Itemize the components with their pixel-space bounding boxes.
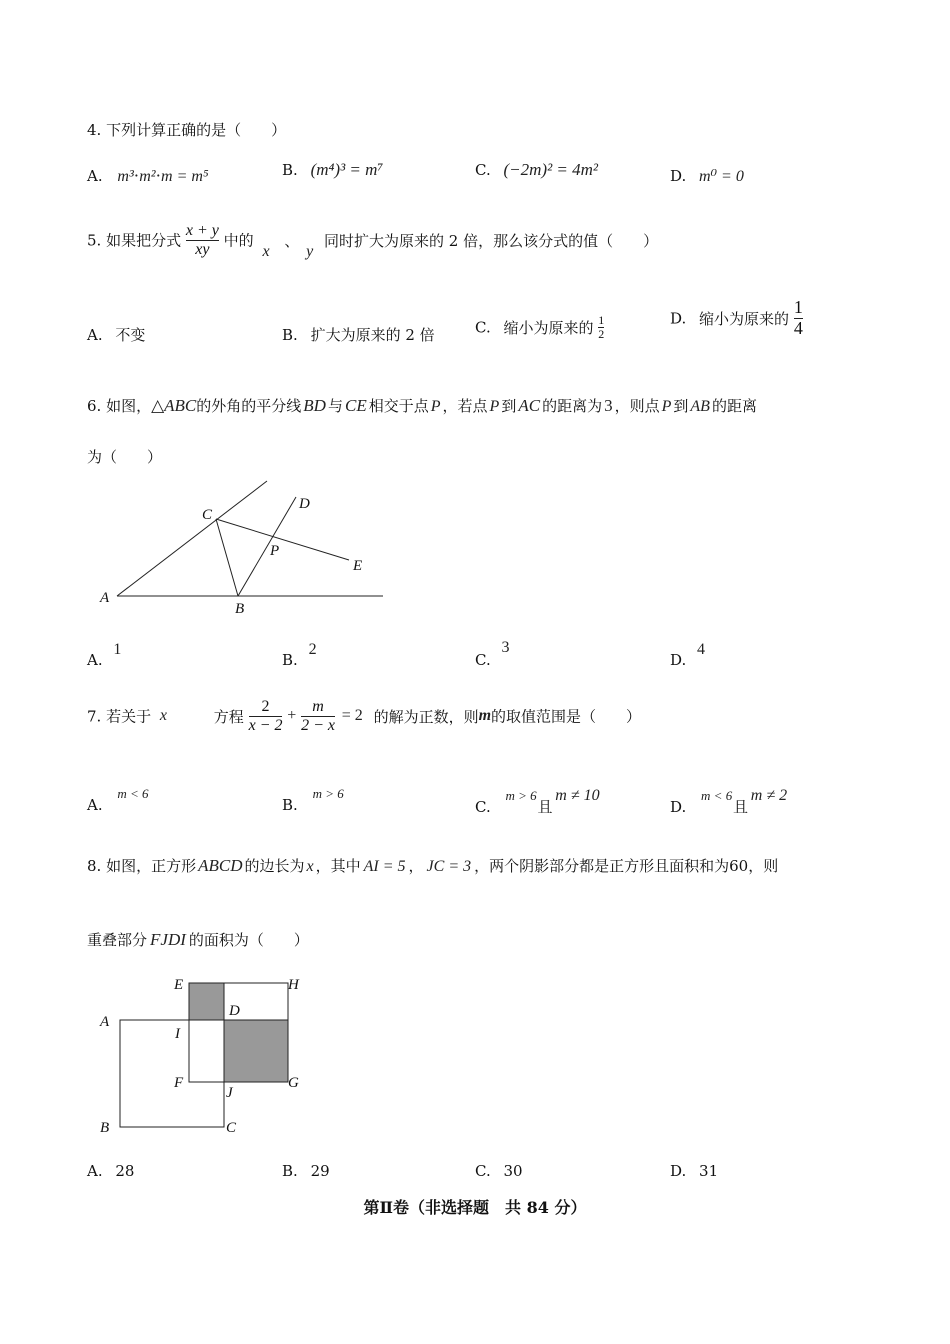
q7-var-x: x [159,707,167,725]
q6-p2: P [489,398,500,415]
q5-option-b [282,324,435,345]
q6-p3: P [661,398,672,415]
q7-f2-den: 2 − x [301,716,335,734]
q5-option-c-label: C. [475,318,491,337]
q8-square-abcd [120,1020,224,1127]
q7-option-c-text-1: m > 6 [505,788,537,803]
q6-label-d: D [299,496,310,512]
q4-option-a-label: A. [87,167,103,185]
q8-text-line2-b: 的面积为（ ） [188,931,309,949]
q5-stem-post: 同时扩大为原来的 2 倍，那么该分式的值（ ） [324,231,659,250]
q5-option-b-label: B. [282,326,298,344]
q5-var-x: x [262,243,270,261]
q8-stem-line2 [87,929,309,950]
q7-option-b-label: B. [282,796,298,814]
q5-separator: 、 [284,231,300,250]
q8-square-figure [95,968,320,1138]
q8-option-a-label: A. [87,1162,103,1180]
q8-comma: ， [408,857,424,875]
q8-option-c-label: C. [475,1162,491,1180]
q6-stem-line1 [87,395,757,416]
q5-fraction-numerator: x + y [185,222,219,239]
q7-text-d: 的取值范围是（ ） [491,707,642,726]
q5-option-d-text: 缩小为原来的 [699,309,790,328]
q6-line-ce [216,519,349,560]
q7-option-c-and: 且 [537,798,553,816]
q6-text-c: 与 [327,397,343,415]
q6-option-b-label: B. [282,651,298,669]
q6-text-d: 相交于点 [368,397,429,415]
q7-f1-den: x − 2 [248,716,283,734]
q7-option-b-text: m > 6 [312,786,344,801]
q5-option-a-label: A. [87,326,103,344]
q8-stem-line1 [87,855,778,876]
q6-text-j: 的距离 [711,397,757,415]
q4-option-b-expr: (m⁴)³ = m⁷ [310,160,384,179]
q7-option-d-label: D. [670,798,687,816]
q6-triangle: △ABC [151,396,197,415]
q6-option-d-label: D. [670,651,687,669]
q8-option-a [87,1162,134,1180]
q5-var-y: y [306,243,314,261]
q6-option-a-label: A. [87,651,103,669]
q7-equals: = 2 [341,707,363,725]
q5-option-d-den: 4 [793,317,803,338]
q6-label-b: B [235,601,245,617]
q5-option-d-fraction [794,298,803,339]
q8-abcd: ABCD [198,856,243,875]
q4-option-d-expr: m⁰ = 0 [699,168,744,185]
q8-label-d: D [229,1003,240,1019]
q4-option-c-expr: (−2m)² = 4m² [503,160,599,179]
q6-option-b-text: 2 [308,641,317,658]
q6-label-c: C [202,507,213,523]
q4-option-a-expr: m³⋅m²⋅m = m⁵ [117,168,209,185]
q8-label-e: E [174,977,184,993]
q8-option-c-text: 30 [503,1162,523,1180]
q5-stem-pre: 5. 如果把分式 [87,231,182,250]
q8-jc: JC = 3 [426,858,472,875]
q4-option-c-label: C. [475,161,491,179]
q6-p1: P [430,398,441,415]
q8-option-a-text: 28 [115,1162,135,1180]
q8-label-g: G [288,1075,299,1091]
q5-option-a-text: 不变 [115,326,146,344]
q7-option-d-text-2: m ≠ 2 [750,787,788,804]
q6-text-a: 6. 如图， [87,397,152,415]
q6-label-a: A [100,590,110,606]
q8-text-a: 8. 如图，正方形 [87,857,197,875]
q4-option-b [282,160,383,180]
q8-option-d-text: 31 [699,1162,719,1180]
q8-option-d [670,1162,718,1180]
q5-stem [87,222,659,261]
q7-option-c-text-2: m ≠ 10 [555,787,600,804]
q5-option-d-label: D. [670,309,687,328]
q7-fraction-2 [301,698,335,734]
q4-option-d-label: D. [670,167,687,185]
q8-label-i: I [175,1026,180,1042]
q6-option-c [475,638,510,669]
q8-label-h: H [288,977,299,993]
q8-label-c: C [226,1120,237,1136]
q6-option-d-text: 4 [697,641,706,658]
q5-option-c-text: 缩小为原来的 [503,319,594,338]
q7-option-a-label: A. [87,796,103,814]
q5-option-d-num: 1 [793,297,803,317]
q5-option-c-num: 1 [598,313,605,327]
q7-option-c-label: C. [475,798,491,816]
q6-triangle-figure [95,478,395,620]
q6-option-d [670,640,706,669]
q5-option-b-text: 扩大为原来的 2 倍 [310,326,435,344]
q7-text-a: 7. 若关于 [87,707,152,726]
q7-text-b: 方程 [213,707,244,726]
q6-text-g: 的距离为 [542,397,603,415]
q7-f1-num: 2 [261,698,270,715]
q5-stem-mid: 中的 [223,231,254,250]
q7-plus: + [287,707,297,725]
q8-option-b [282,1162,330,1180]
q7-option-d-and: 且 [733,798,749,816]
q4-option-a [87,166,209,186]
q5-option-a [87,324,145,345]
q8-shaded-square-large [224,1020,288,1082]
q5-option-c [475,314,604,341]
q4-option-d [670,166,744,186]
q6-option-a [87,640,122,669]
q6-ac: AC [518,396,541,415]
q8-label-j: J [226,1085,233,1101]
q6-text-e: ，若点 [442,397,488,415]
q7-option-d [670,784,788,816]
q7-option-b [282,784,344,814]
q7-f2-num: m [312,698,324,715]
q6-text-f: 到 [501,397,517,415]
q4-option-b-label: B. [282,161,298,179]
q6-line-bd [238,497,296,596]
q8-option-d-label: D. [670,1162,687,1180]
q6-ab: AB [690,398,710,415]
q5-fraction [186,222,219,258]
q6-option-c-text: 3 [501,639,510,656]
q8-label-b: B [100,1120,110,1136]
section-title: 第Ⅱ卷（非选择题 共 84 分） [363,1198,587,1217]
q8-option-b-label: B. [282,1162,298,1180]
q8-text-c: ，其中 [315,857,361,875]
q8-text-line2-a: 重叠部分 [87,931,148,949]
q5-option-d [670,298,803,339]
q8-label-f: F [174,1075,184,1091]
q8-ai: AI = 5 [363,858,406,875]
q7-fraction-1 [249,698,283,734]
q8-option-b-text: 29 [310,1162,330,1180]
q4-option-c [475,160,598,180]
q6-option-a-text: 1 [113,641,122,658]
q5-option-c-den: 2 [598,327,605,342]
q6-text-h: ，则点 [614,397,660,415]
q6-text-b: 的外角的平分线 [196,397,302,415]
q7-stem [87,698,641,734]
q6-text-i: 到 [673,397,689,415]
q7-option-c [475,784,600,816]
q6-option-c-label: C. [475,651,491,669]
q8-label-a: A [100,1014,110,1030]
q4-stem: 4. 下列计算正确的是（ ） [87,121,287,139]
q8-shaded-square-small [189,983,224,1020]
q6-stem-line2: 为（ ） [87,448,163,466]
q6-three: 3 [604,396,613,415]
q6-label-p: P [270,543,280,559]
q6-bd: BD [303,396,326,415]
q8-fjdi: FJDI [150,930,186,949]
q8-text-d: ，两个阴影部分都是正方形且面积和为60，则 [474,857,779,875]
q5-option-c-fraction [598,314,604,341]
q7-text-c: 的解为正数，则 [373,707,479,726]
q6-option-b [282,640,317,669]
q5-fraction-denominator: xy [195,240,210,258]
q8-text-b: 的边长为 [244,857,305,875]
q8-option-c [475,1162,523,1180]
q6-line-ac-extended [117,481,267,596]
q6-label-e: E [353,558,363,574]
q7-option-a [87,784,149,814]
q7-var-m: m [478,707,492,725]
q6-line-cb [216,519,238,596]
q7-option-d-text-1: m < 6 [701,788,733,803]
q7-option-a-text: m < 6 [117,786,149,801]
q6-ce: CE [344,396,367,415]
q8-x: x [306,858,314,875]
